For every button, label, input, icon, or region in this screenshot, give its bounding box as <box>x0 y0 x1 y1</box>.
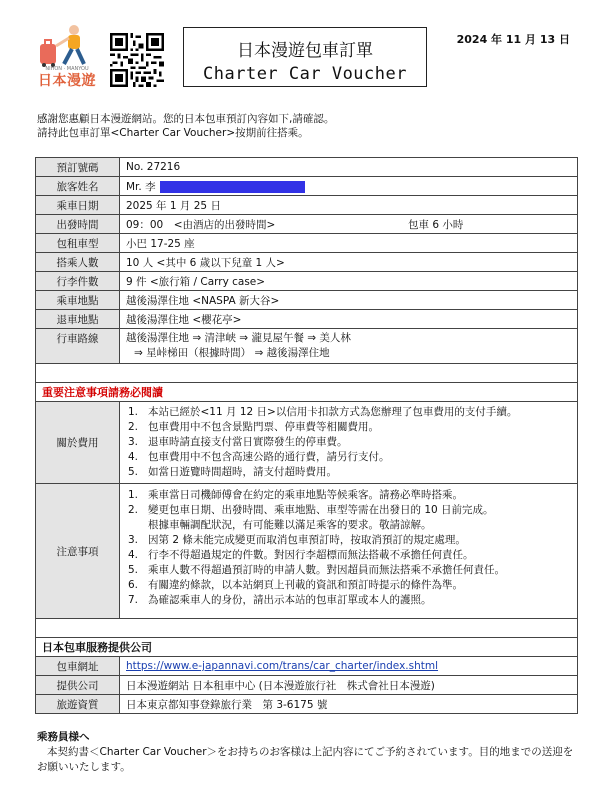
row-label: 包租車型 <box>36 234 120 253</box>
item-text: 包車費用中不包含高速公路的通行費，請另行支付。 <box>148 451 390 463</box>
list-item <box>126 503 571 518</box>
provider-title-cell <box>36 638 578 657</box>
logo-sub: NIHON · MANYOU <box>45 66 89 72</box>
caution-list <box>126 484 571 618</box>
item-number: 4. <box>128 549 139 561</box>
provider-company: 日本漫遊網站 日本租車中心 (日本漫遊旅行社 株式會社日本漫遊) <box>120 676 578 695</box>
ride-date: 2025 年 1 月 25 日 <box>120 196 578 215</box>
dropoff-location: 越後湯澤住地 <櫻花亭> <box>120 310 578 329</box>
item-number: 1. <box>128 406 139 418</box>
list-item <box>126 563 571 578</box>
row-label: 行車路線 <box>36 329 120 364</box>
item-text: 有關違約條款，以本站網頁上刊載的資訊和預訂時提示的條件為準。 <box>148 579 463 591</box>
charter-url-link[interactable]: https://www.e-japannavi.com/trans/car_charter/index.shtml <box>126 660 439 672</box>
driver-note <box>37 730 577 775</box>
vehicle-type: 小巴 17-25 座 <box>120 234 578 253</box>
item-number: 2. <box>128 504 139 516</box>
table-row <box>36 329 578 364</box>
item-number: 2. <box>128 421 139 433</box>
title-zh: 日本漫遊包車訂單 <box>237 41 373 61</box>
row-label: 行李件數 <box>36 272 120 291</box>
list-item <box>126 420 571 435</box>
item-text: 變更包車日期、出發時間、乘車地點、車型等需在出發日的 10 日前完成。 <box>148 504 494 516</box>
item-number: 3. <box>128 436 139 448</box>
item-text: 因第 2 條未能完成變更而取消包車預訂時，按取消預訂的規定處理。 <box>148 534 466 546</box>
item-number: 1. <box>128 489 139 501</box>
row-label: 預訂號碼 <box>36 158 120 177</box>
list-item <box>126 578 571 593</box>
list-item <box>126 533 571 548</box>
route-cell <box>120 329 578 364</box>
title-en: Charter Car Voucher <box>203 64 407 84</box>
voucher-title <box>183 27 427 87</box>
table-row <box>36 383 578 402</box>
table-row <box>36 291 578 310</box>
spacer-cell <box>36 619 578 638</box>
booking-number: No. 27216 <box>120 158 578 177</box>
fee-list-cell <box>120 402 578 484</box>
logo-text: 日本漫遊 <box>38 73 96 89</box>
item-text: 乘車人數不得超過預訂時的申請人數。對因超員而無法搭乘不承擔任何責任。 <box>148 564 505 576</box>
row-label: 出發時間 <box>36 215 120 234</box>
caution-list-cell <box>120 484 578 619</box>
departure-time-cell <box>120 215 578 234</box>
row-label: 注意事項 <box>36 484 120 619</box>
list-item <box>126 518 571 533</box>
item-number: 5. <box>128 564 139 576</box>
table-row <box>36 234 578 253</box>
voucher-sheet <box>35 157 578 714</box>
booking-table <box>35 157 578 714</box>
list-item <box>126 593 571 608</box>
item-text: 為確認乘車人的身份，請出示本站的包車訂單或本人的護照。 <box>148 594 432 606</box>
table-row <box>36 253 578 272</box>
passenger-name-cell <box>120 177 578 196</box>
list-item <box>126 405 571 420</box>
row-label: 乘車日期 <box>36 196 120 215</box>
item-number: 5. <box>128 466 139 478</box>
fee-list <box>126 402 571 483</box>
row-label: 提供公司 <box>36 676 120 695</box>
table-row <box>36 484 578 619</box>
item-number <box>126 518 148 533</box>
list-item <box>126 450 571 465</box>
travel-license: 日本東京都知事登錄旅行業 第 3-6175 號 <box>120 695 578 714</box>
table-row <box>36 158 578 177</box>
logo <box>34 22 100 94</box>
item-number: 4. <box>128 451 139 463</box>
driver-note-body: 本契約書＜Charter Car Voucher＞をお持ちのお客様は上記内容にてご予約されています。目的地までの送迎をお願いいたします。 <box>37 746 574 773</box>
item-text: 包車費用中不包含景點門票、停車費等相關費用。 <box>148 421 379 433</box>
row-label: 關於費用 <box>36 402 120 484</box>
item-number: 3. <box>128 534 139 546</box>
row-label: 乘車地點 <box>36 291 120 310</box>
item-text: 行李不得超過規定的件數。對因行李超標而無法搭載不承擔任何責任。 <box>148 549 474 561</box>
route-line-2: ⇒ 星峠梯田（根據時間） ⇒ 越後湯澤住地 <box>134 347 330 359</box>
table-row <box>36 676 578 695</box>
charter-hours: 包車 6 小時 <box>408 218 464 231</box>
intro-line-2: 請持此包車訂單<Charter Car Voucher>按期前往搭乘。 <box>37 127 309 139</box>
qr-code-icon <box>110 33 164 87</box>
driver-note-heading: 乘務員様へ <box>37 731 90 743</box>
item-number: 6. <box>128 579 139 591</box>
item-text: 如當日遊覽時間超時，請支付超時費用。 <box>148 466 337 478</box>
table-row <box>36 402 578 484</box>
route-line-1: 越後湯澤住地 ⇒ 清津峡 ⇒ 瀧見屋午餐 ⇒ 美人林 <box>126 332 351 344</box>
table-row <box>36 657 578 676</box>
row-label: 旅遊資質 <box>36 695 120 714</box>
item-number: 7. <box>128 594 139 606</box>
table-row <box>36 310 578 329</box>
notes-title: 重要注意事項請務必閱讀 <box>42 386 163 399</box>
item-text: 乘車當日司機師傅會在約定的乘車地點等候乘客。請務必準時搭乘。 <box>148 489 463 501</box>
intro-line-1: 感謝您惠顧日本漫遊網站。您的日本包車預訂內容如下,請確認。 <box>37 113 335 125</box>
redaction-bar <box>160 181 305 193</box>
departure-time: 09：00 <由酒店的出發時間> <box>126 218 276 231</box>
spacer-row <box>36 364 578 383</box>
table-row <box>36 215 578 234</box>
item-text: 退車時請直接支付當日實際發生的停車費。 <box>148 436 348 448</box>
passenger-name: Mr. 李 <box>126 180 156 193</box>
intro-text <box>37 112 334 140</box>
passenger-count: 10 人 <其中 6 歲以下兒童 1 人> <box>120 253 578 272</box>
table-row <box>36 638 578 657</box>
list-item <box>126 435 571 450</box>
traveler-illustration <box>34 22 100 68</box>
row-label: 包車網址 <box>36 657 120 676</box>
spacer-row <box>36 619 578 638</box>
issue-date: 2024 年 11 月 13 日 <box>456 33 570 46</box>
spacer-cell <box>36 364 578 383</box>
table-row <box>36 177 578 196</box>
list-item <box>126 465 571 480</box>
website-cell <box>120 657 578 676</box>
row-label: 旅客姓名 <box>36 177 120 196</box>
row-label: 搭乘人數 <box>36 253 120 272</box>
item-text: 本站已經於<11 月 12 日>以信用卡扣款方式為您辦理了包車費用的支付手續。 <box>148 406 518 418</box>
list-item <box>126 488 571 503</box>
notes-title-cell <box>36 383 578 402</box>
table-row <box>36 695 578 714</box>
list-item <box>126 548 571 563</box>
table-row <box>36 272 578 291</box>
table-row <box>36 196 578 215</box>
pickup-location: 越後湯澤住地 <NASPA 新大谷> <box>120 291 578 310</box>
provider-title: 日本包車服務提供公司 <box>42 641 152 654</box>
item-text: 根據車輛調配狀況，有可能難以滿足乘客的要求。敬請諒解。 <box>148 519 432 531</box>
luggage-count: 9 件 <旅行箱 / Carry case> <box>120 272 578 291</box>
row-label: 退車地點 <box>36 310 120 329</box>
